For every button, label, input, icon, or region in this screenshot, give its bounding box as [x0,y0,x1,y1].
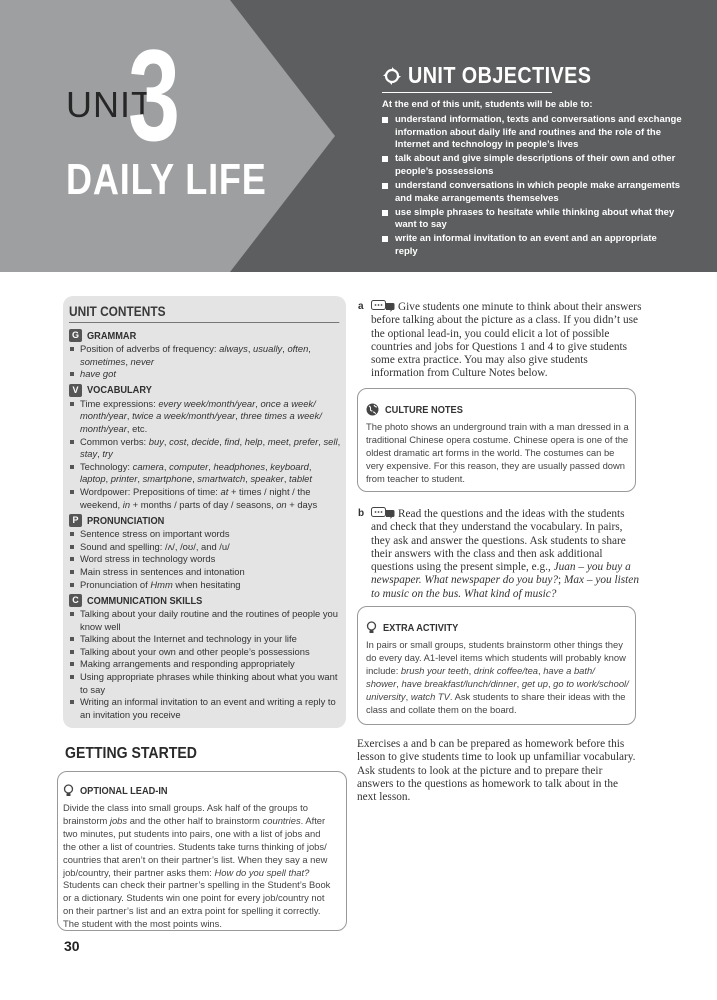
speech-bubble-icon [371,300,395,312]
list-item: Common verbs: buy, cost, decide, find, help, meet, prefer, sell, stay, try [69,436,341,461]
vocabulary-badge-icon: V [69,384,82,397]
grammar-badge-icon: G [69,329,82,342]
exercise-text: Read the questions and the ideas with the students and check that they understand the vocabulary. In pairs, they ask and answer the questions. Ask students to share their answers with the class and then ask additional questions using the present simple, e.g., Juan – you buy a newspaper. What newspaper do you buy?; Max – you listen to music on the bus. What kind of music? [371,508,639,600]
unit-contents-title: UNIT CONTENTS [69,303,339,323]
objectives-title: UNIT OBJECTIVES [408,62,592,88]
vocabulary-list [69,398,341,511]
grammar-heading [69,329,341,342]
unit-number: 3 [128,22,181,168]
vocabulary-heading [69,384,341,397]
culture-notes-title: CULTURE NOTES [385,403,463,416]
list-item: Sound and spelling: /ʌ/, /oʊ/, and /u/ [69,541,341,554]
objectives-intro: At the end of this unit, students will be able to: [382,99,593,110]
lead-in-title: OPTIONAL LEAD-IN [80,784,168,797]
objective-item: write an informal invitation to an event and an appropriate reply [382,233,682,258]
section-label: PRONUNCIATION [87,514,165,527]
list-item: Time expressions: every week/month/year, once a week/ month/year, twice a week/month/year, three times a week/ month/year, etc. [69,398,341,436]
unit-title: DAILY LIFE [66,155,267,204]
speech-bubble-icon [371,507,395,519]
unit-objectives [382,62,682,260]
page-number: 30 [64,938,80,954]
extra-activity-title: EXTRA ACTIVITY [383,621,459,634]
list-item: Technology: camera, computer, headphones, keyboard, laptop, printer, smartphone, smartwatch, speaker, tablet [69,461,341,486]
extra-activity-heading [366,621,629,634]
list-item: Position of adverbs of frequency: always, usually, often, sometimes, never [69,343,341,368]
objective-item: understand conversations in which people make arrangements and make arrangements themselves [382,180,682,205]
list-item: Talking about your own and other people’s possessions [69,646,341,659]
list-item: Writing an informal invitation to an event and writing a reply to an invitation you receive [69,696,341,721]
culture-notes-box [357,388,636,492]
communication-list [69,608,341,721]
pronunciation-badge-icon: P [69,514,82,527]
exercise-b-note [358,507,643,601]
lead-in-body: Divide the class into small groups. Ask half of the groups to brainstorm jobs and the other half to brainstorm countries. After two minutes, put students into pairs, one with a list of jobs and the other a list of countries. Students take turns thinking of jobs/ countries that aren’t on their partner’s list. When they say a new job/country, their partner asks them: How do you spell that? Students can check their partner’s spelling in the Student’s Book or a dictionary. Students win one point for every job/country not on their partner’s list and an extra point for spelling it correctly. The student with the most points wins. [63,802,331,930]
list-item: Wordpower: Prepositions of time: at + times / night / the weekend, in + months / parts of day / seasons, on + days [69,486,341,511]
list-item: Word stress in technology words [69,553,341,566]
objective-item: understand information, texts and conversations and exchange information about daily life and routines and the role of the Internet and technology in people’s lives [382,114,682,152]
extra-activity-box [357,606,636,725]
exercise-a-note [358,300,643,381]
section-label: COMMUNICATION SKILLS [87,594,203,607]
list-item: Making arrangements and responding appropriately [69,658,341,671]
exercise-text: Give students one minute to think about their answers before talking about the picture as a class. If you didn’t use the optional lead-in, you could elicit a lot of possible countries and jobs for Questions 1 and 4 to give students some extra practice. You may also give students information from Culture Notes below. [371,301,642,380]
list-item: Talking about your daily routine and the routines of people you know well [69,608,341,633]
section-label: GRAMMAR [87,329,137,342]
lightbulb-icon [366,621,377,634]
section-label: VOCABULARY [87,384,152,397]
objectives-list [382,114,682,259]
objective-item: talk about and give simple descriptions of their own and other people’s possessions [382,153,682,178]
list-item: Main stress in sentences and intonation [69,566,341,579]
list-item: Pronunciation of Hmm when hesitating [69,579,341,592]
list-item: have got [69,368,341,381]
culture-notes-body: The photo shows an underground train with a man dressed in a traditional Chinese opera costume. Chinese opera is one of the oldest dramatic art forms in the world. The costumes can be very expensive. For this reason, they are usually passed down from teacher to student. [366,421,629,484]
unit-label: UNIT [66,84,154,125]
list-item: Talking about the Internet and technology in your life [69,633,341,646]
communication-badge-icon: C [69,594,82,607]
globe-icon [366,403,379,416]
extra-activity-body: In pairs or small groups, students brainstorm other things they do every day. A1-level items which students will probably know include: brush your teeth, drink coffee/tea, have a bath/ shower, have breakfast/lunch/dinner, get up, go to work/school/ university, watch TV. Ask students to share their ideas with the class and collate them on the board. [366,639,629,715]
list-item: Using appropriate phrases while thinking about what you want to say [69,671,341,696]
lead-in-heading [63,784,336,797]
optional-lead-in-box [57,771,347,931]
communication-heading [69,594,341,607]
pronunciation-heading [69,514,341,527]
target-arrows-icon [382,66,402,86]
pronunciation-list [69,528,341,591]
exercise-label: a [358,301,364,312]
objective-item: use simple phrases to hesitate while thinking about what they want to say [382,207,682,232]
lightbulb-icon [63,784,74,797]
unit-contents-panel [63,296,346,728]
grammar-list [69,343,341,381]
homework-note: Exercises a and b can be prepared as homework before this lesson to give students time to look up unfamiliar vocabulary. Ask students to look at the picture and to prepare their answers to the questions as homework to talk about in the next lesson. [357,738,636,804]
culture-notes-heading [366,403,629,416]
list-item: Sentence stress on important words [69,528,341,541]
objectives-heading [382,62,592,93]
getting-started-heading: GETTING STARTED [65,745,197,762]
exercise-label: b [358,508,365,519]
